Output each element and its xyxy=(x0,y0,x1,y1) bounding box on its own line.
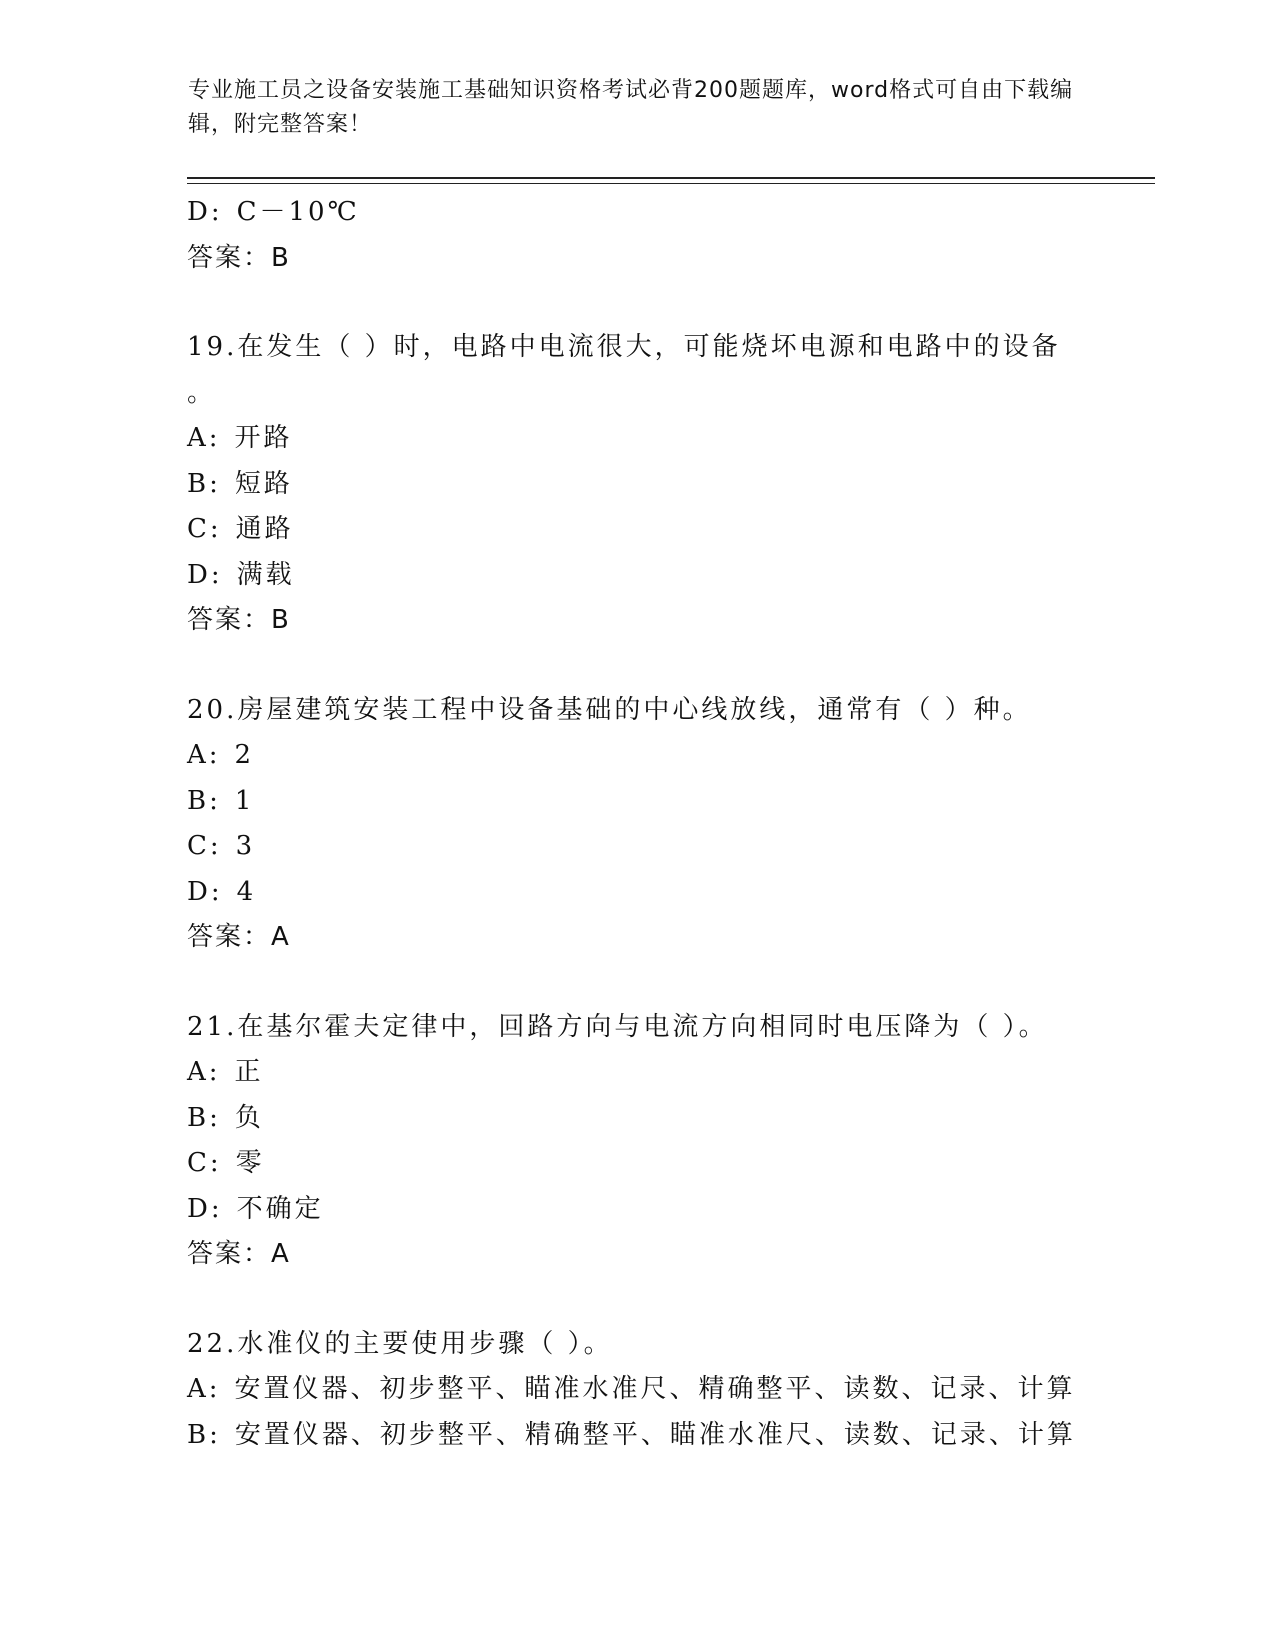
option-key: C: xyxy=(187,1148,222,1178)
question-19-answer: 答案：B xyxy=(187,605,291,635)
option-key: A: xyxy=(187,423,221,453)
option-key: C: xyxy=(187,831,222,861)
question-20-option-c xyxy=(187,824,1147,870)
question-22-option-b xyxy=(187,1413,1147,1459)
question-list xyxy=(187,190,1147,1458)
question-19-option-b xyxy=(187,462,1147,508)
option-text: 2 xyxy=(234,740,255,770)
question-19-option-d xyxy=(187,553,1147,599)
question-20-option-a xyxy=(187,733,1147,779)
option-key: C: xyxy=(187,514,222,544)
question-20-stem: 20.房屋建筑安装工程中设备基础的中心线放线，通常有（ ）种。 xyxy=(187,694,1032,725)
option-text: 4 xyxy=(236,876,257,907)
option-text: 短路 xyxy=(234,468,293,499)
option-key: B: xyxy=(187,785,221,816)
option-text: 正 xyxy=(234,1057,264,1087)
option-text: 满载 xyxy=(236,559,295,590)
question-21-option-c xyxy=(187,1141,1147,1187)
question-20-option-d xyxy=(187,870,1147,916)
document-header xyxy=(188,74,1088,142)
option-key: A: xyxy=(187,1374,221,1404)
question-19-option-a xyxy=(187,416,1147,462)
option-key: A: xyxy=(187,740,221,770)
question-spacer xyxy=(187,1278,1147,1322)
option-text: 通路 xyxy=(235,514,294,544)
option-key: D: xyxy=(187,1193,223,1224)
option-key: D: xyxy=(187,559,223,590)
prev-answer: 答案：B xyxy=(187,242,291,273)
question-21-option-b xyxy=(187,1096,1147,1142)
option-text: 3 xyxy=(235,831,256,861)
question-spacer xyxy=(187,281,1147,325)
option-text: C－10℃ xyxy=(236,197,360,227)
header-divider-thin xyxy=(187,183,1155,184)
option-key: D: xyxy=(187,876,223,907)
question-spacer xyxy=(187,644,1147,688)
question-22-stem: 22.水准仪的主要使用步骤（ ）。 xyxy=(187,1328,613,1359)
option-text: 安置仪器、初步整平、精确整平、瞄准水准尺、读数、记录、计算 xyxy=(234,1419,1076,1450)
question-21-answer: 答案：A xyxy=(187,1239,291,1269)
option-text: 安置仪器、初步整平、瞄准水准尺、精确整平、读数、记录、计算 xyxy=(234,1374,1076,1404)
question-21-option-a xyxy=(187,1050,1147,1096)
option-key: B: xyxy=(187,1102,221,1133)
question-20-answer: 答案：A xyxy=(187,922,291,952)
option-key: B: xyxy=(187,1419,221,1450)
header-title: 专业施工员之设备安装施工基础知识资格考试必背200题题库，word格式可自由下载编辑，附完整答案！ xyxy=(188,78,1074,137)
option-text: 负 xyxy=(234,1102,264,1133)
option-text: 1 xyxy=(234,785,255,816)
header-divider-thick xyxy=(187,177,1155,179)
question-19-stem-cont: 。 xyxy=(187,377,217,408)
option-key: A: xyxy=(187,1057,221,1087)
prev-option-d xyxy=(187,190,1147,236)
option-key: D: xyxy=(187,197,223,227)
option-text: 开路 xyxy=(234,423,293,453)
question-19-stem: 19.在发生（ ）时，电路中电流很大，可能烧坏电源和电路中的设备 xyxy=(187,332,1061,362)
question-spacer xyxy=(187,961,1147,1005)
option-text: 零 xyxy=(235,1148,265,1178)
option-key: B: xyxy=(187,468,221,499)
question-22-option-a xyxy=(187,1367,1147,1413)
question-21-option-d xyxy=(187,1187,1147,1233)
question-19-option-c xyxy=(187,507,1147,553)
option-text: 不确定 xyxy=(236,1193,324,1224)
question-20-option-b xyxy=(187,779,1147,825)
question-21-stem: 21.在基尔霍夫定律中，回路方向与电流方向相同时电压降为（ ）。 xyxy=(187,1011,1048,1042)
